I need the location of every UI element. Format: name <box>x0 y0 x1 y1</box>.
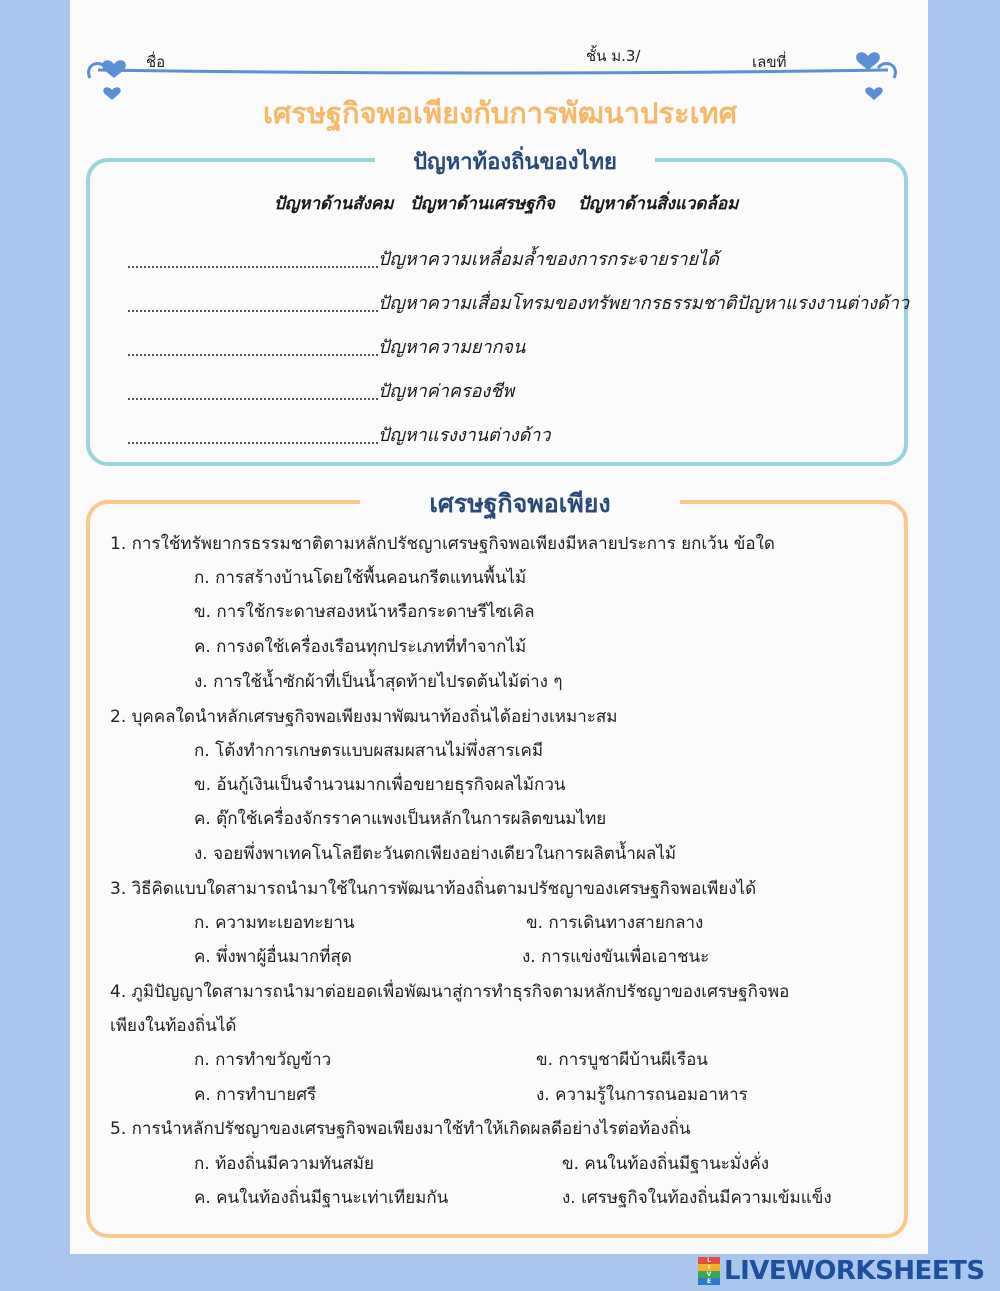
answer-blank[interactable] <box>128 340 378 356</box>
category-environment[interactable]: ปัญหาด้านสิ่งแวดล้อม <box>578 194 739 214</box>
option-1c[interactable]: ค. การงดใช้เครื่องเรือนทุกประเภทที่ทำจากไม้ <box>194 637 527 657</box>
liveworksheets-logo[interactable] <box>698 1256 985 1286</box>
quiz-section-title: เศรษฐกิจพอเพียง <box>360 484 680 524</box>
option-1b[interactable]: ข. การใช้กระดาษสองหน้าหรือกระดาษรีไซเคิล <box>194 602 535 622</box>
number-label: เลขที่ <box>752 53 787 71</box>
question-1: 1. การใช้ทรัพยากรธรรมชาติตามหลักปรัชญาเศรษฐกิจพอเพียงมีหลายประการ ยกเว้น ข้อใด <box>110 534 775 554</box>
logo-mark-stripe: V <box>698 1271 720 1278</box>
problem-text: ปัญหาค่าครองชีพ <box>378 381 515 402</box>
option-1a[interactable]: ก. การสร้างบ้านโดยใช้พื้นคอนกรีตแทนพื้นไม้ <box>194 568 527 588</box>
option-4d[interactable]: ง. ความรู้ในการถนอมอาหาร <box>536 1085 748 1105</box>
question-3: 3. วิธีคิดแบบใดสามารถนำมาใช้ในการพัฒนาท้องถิ่นตามปรัชญาของเศรษฐกิจพอเพียงได้ <box>110 879 757 899</box>
problem-text: ปัญหาความเหลื่อมล้ำของการกระจายรายได้ <box>378 249 719 270</box>
option-2b[interactable]: ข. อ้นกู้เงินเป็นจำนวนมากเพื่อขยายธุรกิจผลไม้กวน <box>194 775 566 795</box>
page-title: เศรษฐกิจพอเพียงกับการพัฒนาประเทศ <box>262 96 738 130</box>
option-5b[interactable]: ข. คนในท้องถิ่นมีฐานะมั่งคั่ง <box>562 1154 770 1174</box>
problem-text: ปัญหาความยากจน <box>378 337 526 358</box>
option-5d[interactable]: ง. เศรษฐกิจในท้องถิ่นมีความเข้มแข็ง <box>562 1188 832 1208</box>
logo-mark-stripe: E <box>698 1278 720 1285</box>
category-economic[interactable]: ปัญหาด้านเศรษฐกิจ <box>410 194 555 214</box>
problem-row <box>128 244 719 273</box>
option-4b[interactable]: ข. การบูชาผีบ้านผีเรือน <box>536 1050 708 1070</box>
answer-blank[interactable] <box>128 428 378 444</box>
answer-blank[interactable] <box>128 252 378 268</box>
answer-blank[interactable] <box>128 384 378 400</box>
logo-text: LIVEWORKSHEETS <box>724 1256 985 1286</box>
class-label: ชั้น ม.3/ <box>586 47 641 65</box>
problems-section-title: ปัญหาท้องถิ่นของไทย <box>375 144 655 179</box>
problem-row <box>128 288 909 317</box>
option-4c[interactable]: ค. การทำบายศรี <box>194 1085 317 1105</box>
problem-row <box>128 376 514 405</box>
option-5a[interactable]: ก. ท้องถิ่นมีความทันสมัย <box>194 1154 374 1174</box>
option-2a[interactable]: ก. โต้งทำการเกษตรแบบผสมผสานไม่พึ่งสารเคมี <box>194 741 544 761</box>
question-4: 4. ภูมิปัญญาใดสามารถนำมาต่อยอดเพื่อพัฒนาสู่การทำธุรกิจตามหลักปรัชญาของเศรษฐกิจพอ <box>110 982 790 1002</box>
question-5: 5. การนำหลักปรัชญาของเศรษฐกิจพอเพียงมาใช้ทำให้เกิดผลดีอย่างไรต่อท้องถิ่น <box>110 1119 691 1139</box>
option-2c[interactable]: ค. ตุ๊กใช้เครื่องจักรราคาแพงเป็นหลักในการผลิตขนมไทย <box>194 809 607 829</box>
option-3a[interactable]: ก. ความทะเยอทะยาน <box>194 913 355 933</box>
problem-row <box>128 420 551 449</box>
logo-mark-stripe: L <box>698 1257 720 1264</box>
problem-text: ปัญหาความเสื่อมโทรมของทรัพยากรธรรมชาติปัญหาแรงงานต่างด้าว <box>378 293 909 314</box>
category-social[interactable]: ปัญหาด้านสังคม <box>274 194 394 214</box>
option-4a[interactable]: ก. การทำขวัญข้าว <box>194 1050 332 1070</box>
name-label: ชื่อ <box>146 53 166 71</box>
problem-row <box>128 332 525 361</box>
option-5c[interactable]: ค. คนในท้องถิ่นมีฐานะเท่าเทียมกัน <box>194 1188 449 1208</box>
option-3b[interactable]: ข. การเดินทางสายกลาง <box>526 913 704 933</box>
logo-mark-stripe: I <box>698 1264 720 1271</box>
problem-text: ปัญหาแรงงานต่างด้าว <box>378 425 551 446</box>
question-2: 2. บุคคลใดนำหลักเศรษฐกิจพอเพียงมาพัฒนาท้องถิ่นได้อย่างเหมาะสม <box>110 707 618 727</box>
option-2d[interactable]: ง. จอยพึ่งพาเทคโนโลยีตะวันตกเพียงอย่างเดียวในการผลิตน้ำผลไม้ <box>194 844 677 864</box>
question-4-continued: เพียงในท้องถิ่นได้ <box>110 1016 237 1036</box>
answer-blank[interactable] <box>128 296 378 312</box>
option-3d[interactable]: ง. การแข่งขันเพื่อเอาชนะ <box>522 947 710 967</box>
option-3c[interactable]: ค. พึ่งพาผู้อื่นมากที่สุด <box>194 947 352 967</box>
option-1d[interactable]: ง. การใช้น้ำซักผ้าที่เป็นน้ำสุดท้ายไปรดต้นไม้ต่าง ๆ <box>194 672 563 692</box>
liveworksheets-mark-icon <box>698 1257 720 1285</box>
